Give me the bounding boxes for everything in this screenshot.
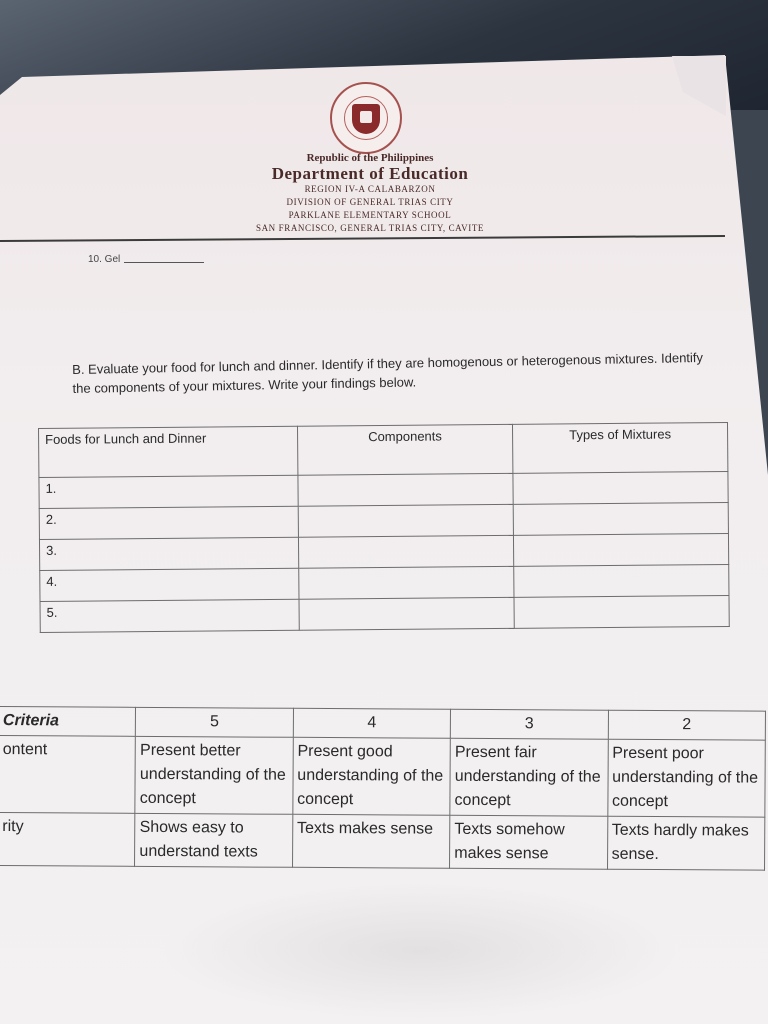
answer-blank[interactable] (124, 262, 204, 263)
score-5-desc: Shows easy to understand texts (135, 813, 293, 867)
row-number: 5. (40, 599, 299, 632)
row-number: 1. (39, 475, 298, 508)
header-school: PARKLANE ELEMENTARY SCHOOL (288, 210, 452, 220)
score-2-desc: Texts hardly makes sense. (607, 816, 765, 870)
deped-seal-logo (330, 82, 402, 154)
col-score-2: 2 (608, 710, 766, 740)
row-number: 2. (39, 506, 298, 539)
paper-shadow (160, 880, 680, 1020)
col-components: Components (297, 424, 513, 475)
rubric-table (0, 706, 766, 871)
col-score-3: 3 (450, 709, 608, 739)
score-4-desc: Present good understanding of the concept (293, 737, 451, 815)
seal-shield-icon (352, 104, 380, 134)
components-cell[interactable] (298, 504, 514, 537)
col-foods: Foods for Lunch and Dinner (39, 426, 298, 477)
score-4-desc: Texts makes sense (292, 814, 450, 868)
table-row (40, 595, 729, 632)
mixtures-table (38, 422, 730, 633)
header-republic: Republic of the Philippines (306, 152, 434, 164)
header-department: Department of Education (271, 164, 469, 183)
criterion-clarity: rity (0, 813, 135, 867)
table-row (0, 736, 765, 818)
row-number: 4. (40, 568, 299, 601)
rubric-header-row (0, 707, 765, 741)
components-cell[interactable] (298, 566, 514, 599)
row-number: 3. (39, 537, 298, 570)
section-b-instructions: B. Evaluate your food for lunch and dinner. Identify if they are homogenous or heterogenous mixtures. Identify the components of your mixtures. Write your findings below. (72, 349, 704, 396)
types-cell[interactable] (514, 564, 729, 597)
table-row (0, 813, 765, 871)
criterion-content: ontent (0, 736, 136, 814)
question-10-label: 10. Gel (88, 254, 121, 265)
types-cell[interactable] (513, 471, 728, 504)
score-3-desc: Texts somehow makes sense (450, 815, 608, 869)
col-criteria: Criteria (0, 707, 136, 737)
components-cell[interactable] (298, 535, 514, 568)
types-cell[interactable] (514, 533, 729, 566)
header-region: REGION IV-A CALABARZON (304, 184, 436, 194)
question-10 (88, 254, 204, 265)
col-score-4: 4 (293, 708, 451, 738)
components-cell[interactable] (298, 473, 514, 506)
mixtures-header-row (39, 422, 728, 477)
header-division: DIVISION OF GENERAL TRIAS CITY (286, 197, 454, 207)
types-cell[interactable] (514, 595, 729, 628)
header-address: SAN FRANCISCO, GENERAL TRIAS CITY, CAVITE (255, 223, 485, 233)
score-3-desc: Present fair understanding of the concept (450, 738, 608, 816)
col-types: Types of Mixtures (513, 422, 728, 473)
score-2-desc: Present poor understanding of the concept (607, 739, 765, 817)
types-cell[interactable] (513, 502, 728, 535)
components-cell[interactable] (299, 597, 515, 630)
col-score-5: 5 (136, 707, 294, 737)
score-5-desc: Present better understanding of the concept (135, 736, 293, 814)
